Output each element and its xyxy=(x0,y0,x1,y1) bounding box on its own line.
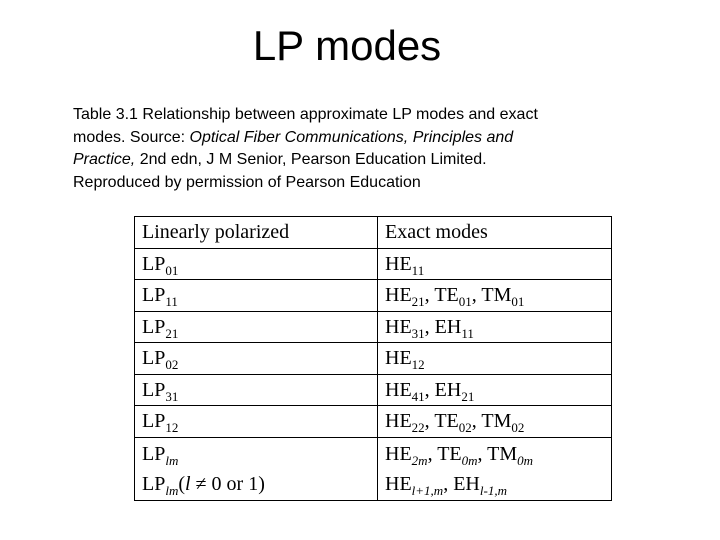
exact-general-a-mode-subscript: 0m xyxy=(517,452,534,468)
exact-mode-subscript: 02 xyxy=(511,420,525,436)
exact-mode xyxy=(385,252,425,278)
lp-condition-open: ( xyxy=(178,472,186,495)
exact-mode xyxy=(385,347,425,373)
exact-mode xyxy=(385,315,425,341)
table-row xyxy=(135,406,612,438)
lp-mode xyxy=(142,347,179,373)
lp-general-cond xyxy=(142,472,179,498)
lp-mode-subscript: 02 xyxy=(165,357,179,373)
exact-general-a-mode xyxy=(385,442,428,468)
exact-mode-subscript: 02 xyxy=(458,420,472,436)
table-row xyxy=(135,343,612,375)
exact-mode-subscript: 12 xyxy=(411,357,425,373)
exact-general-a-mode-subscript: 0m xyxy=(461,452,478,468)
exact-mode xyxy=(434,378,475,404)
exact-mode-base: HE xyxy=(385,410,412,433)
lp-mode-base: LP xyxy=(142,315,166,338)
caption-edition-publisher: 2nd edn, J M Senior, Pearson Education Limited. xyxy=(135,151,487,168)
exact-separator: , xyxy=(424,284,435,307)
lp-mode-base: LP xyxy=(142,410,166,433)
lp-mode-subscript: 11 xyxy=(165,294,178,310)
lp-mode-base: LP xyxy=(142,347,166,370)
exact-general-line-1 xyxy=(385,442,611,466)
exact-mode xyxy=(385,410,425,436)
exact-general-a-separator: , xyxy=(477,442,488,465)
lp-mode xyxy=(142,378,179,404)
lp-mode xyxy=(142,284,178,310)
exact-mode xyxy=(434,284,472,310)
exact-mode-base: EH xyxy=(434,378,462,401)
lp-general-cond-subscript: lm xyxy=(165,482,179,498)
exact-general-a-mode-base: HE xyxy=(385,442,412,465)
table-row-general xyxy=(135,437,612,500)
exact-general-line-2 xyxy=(385,472,611,496)
lp-mode-cell xyxy=(135,248,378,280)
exact-modes-cell xyxy=(378,280,612,312)
exact-mode-subscript: 21 xyxy=(411,294,425,310)
exact-mode xyxy=(481,284,525,310)
exact-modes-cell xyxy=(378,343,612,375)
exact-mode-base: HE xyxy=(385,284,412,307)
exact-mode xyxy=(434,315,474,341)
lp-mode-cell xyxy=(135,406,378,438)
exact-mode-base: HE xyxy=(385,252,412,275)
table-row xyxy=(135,311,612,343)
caption-line-3 xyxy=(73,149,673,172)
exact-modes-cell xyxy=(378,248,612,280)
exact-general-a-separator: , xyxy=(427,442,438,465)
lp-condition-rest: ≠ 0 or 1) xyxy=(190,472,265,495)
exact-mode-base: TM xyxy=(481,410,512,433)
lp-mode-base: LP xyxy=(142,378,166,401)
table-row xyxy=(135,280,612,312)
exact-general-a-mode xyxy=(437,442,478,468)
exact-mode xyxy=(481,410,525,436)
lp-mode-base: LP xyxy=(142,252,166,275)
table-row xyxy=(135,248,612,280)
exact-mode xyxy=(434,410,472,436)
header-exact-modes: Exact modes xyxy=(378,217,612,249)
exact-mode-base: TE xyxy=(434,284,459,307)
exact-general-b-mode-subscript: l+1,m xyxy=(411,482,444,498)
lp-general xyxy=(142,442,179,468)
exact-mode-subscript: 21 xyxy=(461,388,475,404)
exact-modes-cell xyxy=(378,311,612,343)
exact-modes-general-cell xyxy=(378,437,612,500)
caption-source-prefix: modes. Source: xyxy=(73,128,190,146)
exact-general-b-mode-subscript: l-1,m xyxy=(479,482,507,498)
exact-general-b-mode xyxy=(385,472,444,498)
lp-mode xyxy=(142,252,179,278)
exact-mode-base: TE xyxy=(434,410,459,433)
exact-mode-subscript: 01 xyxy=(458,294,472,310)
exact-general-a-mode-base: TE xyxy=(437,442,462,465)
exact-mode-subscript: 11 xyxy=(461,325,474,341)
exact-mode-base: HE xyxy=(385,347,412,370)
slide-title: LP modes xyxy=(252,22,442,69)
exact-mode-subscript: 11 xyxy=(411,262,425,278)
lp-general-line-1 xyxy=(142,442,377,466)
table-row xyxy=(135,374,612,406)
lp-mode xyxy=(142,315,179,341)
lp-mode-cell xyxy=(135,280,378,312)
lp-general-base: LP xyxy=(142,442,166,465)
lp-modes-table xyxy=(134,216,612,501)
lp-mode-subscript: 12 xyxy=(165,420,179,436)
exact-separator: , xyxy=(424,378,435,401)
lp-mode-cell xyxy=(135,343,378,375)
header-linearly-polarized: Linearly polarized xyxy=(135,217,378,249)
lp-general-line-2 xyxy=(142,472,377,496)
exact-mode xyxy=(385,378,425,404)
exact-general-b-separator: , xyxy=(443,472,454,495)
caption-line-2 xyxy=(73,127,673,150)
exact-mode-base: TM xyxy=(481,284,512,307)
lp-general-cond-base: LP xyxy=(142,472,166,495)
lp-mode-subscript: 21 xyxy=(165,325,179,341)
lp-mode-cell xyxy=(135,311,378,343)
exact-general-a-mode xyxy=(487,442,534,468)
exact-separator: , xyxy=(471,410,482,433)
exact-mode xyxy=(385,284,425,310)
lp-condition-l: l xyxy=(185,472,191,495)
exact-general-b-mode xyxy=(453,472,507,498)
table-caption xyxy=(73,104,673,194)
exact-mode-subscript: 22 xyxy=(411,420,425,436)
lp-mode-subscript: 01 xyxy=(165,262,179,278)
lp-general-subscript: lm xyxy=(165,452,179,468)
lp-mode-base: LP xyxy=(142,284,166,307)
exact-modes-cell xyxy=(378,406,612,438)
lp-mode xyxy=(142,410,179,436)
exact-general-b-mode-base: EH xyxy=(453,472,480,495)
exact-mode-subscript: 01 xyxy=(511,294,525,310)
exact-general-b-mode-base: HE xyxy=(385,472,412,495)
exact-general-a-mode-base: TM xyxy=(487,442,518,465)
exact-mode-base: HE xyxy=(385,378,412,401)
lp-modes-table-body xyxy=(135,217,612,501)
exact-separator: , xyxy=(424,315,435,338)
caption-book-title-part-2: Practice, xyxy=(73,151,136,168)
exact-modes-cell xyxy=(378,374,612,406)
exact-general-a-mode-subscript: 2m xyxy=(411,452,428,468)
caption-book-title-part-1: Optical Fiber Communications, Principles and xyxy=(189,128,514,146)
exact-separator: , xyxy=(471,284,482,307)
lp-mode-general-cell xyxy=(135,437,378,500)
lp-mode-cell xyxy=(135,374,378,406)
table-header-row xyxy=(135,217,612,249)
exact-mode-base: HE xyxy=(385,315,412,338)
caption-line-4: Reproduced by permission of Pearson Education xyxy=(73,173,421,191)
exact-mode-subscript: 31 xyxy=(411,325,425,341)
lp-mode-subscript: 31 xyxy=(165,388,179,404)
caption-line-1: Table 3.1 Relationship between approximate LP modes and exact xyxy=(73,106,538,123)
exact-mode-base: EH xyxy=(434,315,462,338)
exact-mode-subscript: 41 xyxy=(411,388,425,404)
exact-separator: , xyxy=(424,410,435,433)
